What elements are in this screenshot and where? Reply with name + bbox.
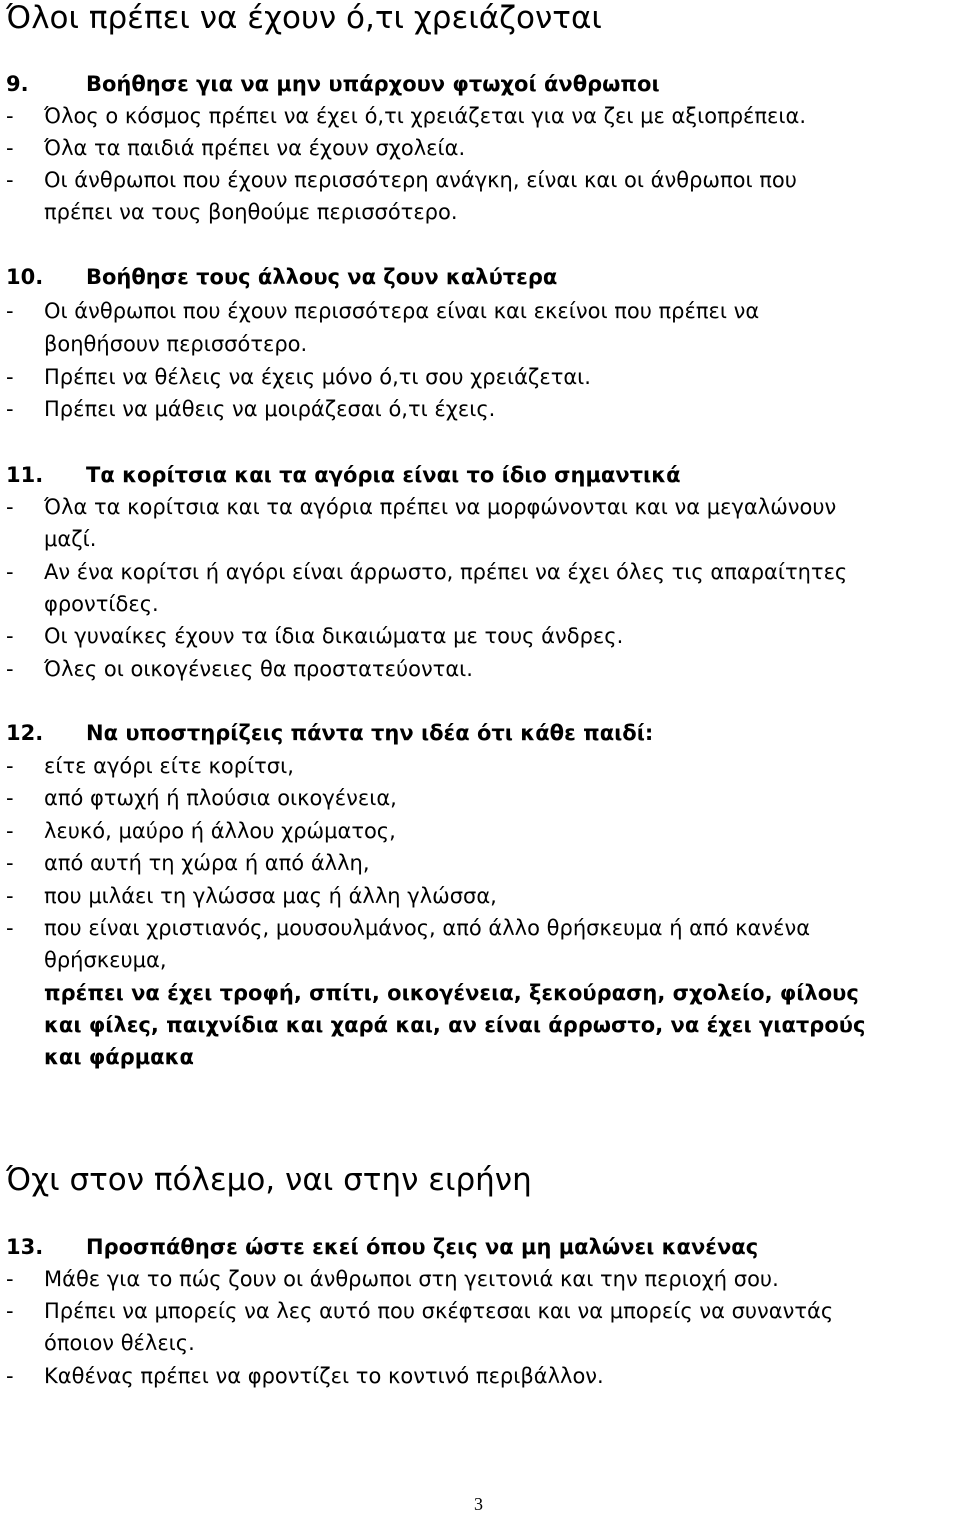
bullet-dash: - (6, 916, 14, 940)
section-11-item-continued: φροντίδες. (44, 592, 159, 616)
section-12-item: λευκό, μαύρο ή άλλου χρώματος, (44, 819, 396, 843)
section-9-item-continued: πρέπει να τους βοηθούμε περισσότερο. (44, 200, 458, 224)
section-10-item-continued: βοηθήσουν περισσότερο. (44, 332, 308, 356)
section-13-item: Καθένας πρέπει να φροντίζει το κοντινό περιβάλλον. (44, 1364, 604, 1388)
section-11-item: Οι γυναίκες έχουν τα ίδια δικαιώματα με τους άνδρες. (44, 624, 624, 648)
bullet-dash: - (6, 560, 14, 584)
bullet-dash: - (6, 786, 14, 810)
section-11-item: Όλα τα κορίτσια και τα αγόρια πρέπει να μορφώνονται και να μεγαλώνουν (44, 495, 837, 519)
section-11-item: Αν ένα κορίτσι ή αγόρι είναι άρρωστο, πρέπει να έχει όλες τις απαραίτητες (44, 560, 848, 584)
section-13-title: Προσπάθησε ώστε εκεί όπου ζεις να μη μαλώνει κανένας (86, 1235, 759, 1259)
section-11-number: 11. (6, 463, 44, 487)
section-12-conclusion: και φάρμακα (44, 1045, 194, 1069)
page-number: 3 (474, 1494, 483, 1514)
section-9-number: 9. (6, 72, 29, 96)
bullet-dash: - (6, 299, 14, 323)
section-12-item: είτε αγόρι είτε κορίτσι, (44, 754, 294, 778)
bullet-dash: - (6, 397, 14, 421)
section-12-item-continued: θρήσκευμα, (44, 948, 167, 972)
section-13-item-continued: όποιον θέλεις. (44, 1331, 195, 1355)
bullet-dash: - (6, 884, 14, 908)
section-9-item: Οι άνθρωποι που έχουν περισσότερη ανάγκη, είναι και οι άνθρωποι που (44, 168, 797, 192)
section-13-item: Πρέπει να μπορείς να λες αυτό που σκέφτεσαι και να μπορείς να συναντάς (44, 1299, 834, 1323)
bullet-dash: - (6, 1364, 14, 1388)
bullet-dash: - (6, 819, 14, 843)
section-12-item: που είναι χριστιανός, μουσουλμάνος, από άλλο θρήσκευμα ή από κανένα (44, 916, 811, 940)
section-11-title: Τα κορίτσια και τα αγόρια είναι το ίδιο σημαντικά (86, 463, 681, 487)
bullet-dash: - (6, 495, 14, 519)
section-12-title: Να υποστηρίζεις πάντα την ιδέα ότι κάθε παιδί: (86, 721, 654, 745)
section-9-item: Όλα τα παιδιά πρέπει να έχουν σχολεία. (44, 136, 466, 160)
page-heading-peace: Όχι στον πόλεμο, ναι στην ειρήνη (6, 1162, 532, 1198)
page-heading-needs: Όλοι πρέπει να έχουν ό,τι χρειάζονται (6, 0, 602, 36)
section-11-item-continued: μαζί. (44, 527, 97, 551)
section-12-number: 12. (6, 721, 44, 745)
bullet-dash: - (6, 1299, 14, 1323)
section-13-number: 13. (6, 1235, 44, 1259)
section-12-item: από φτωχή ή πλούσια οικογένεια, (44, 786, 397, 810)
bullet-dash: - (6, 624, 14, 648)
section-13-item: Μάθε για το πώς ζουν οι άνθρωποι στη γειτονιά και την περιοχή σου. (44, 1267, 779, 1291)
bullet-dash: - (6, 754, 14, 778)
section-10-title: Βοήθησε τους άλλους να ζουν καλύτερα (86, 265, 558, 289)
section-10-item: Πρέπει να θέλεις να έχεις μόνο ό,τι σου χρειάζεται. (44, 365, 591, 389)
section-10-item: Πρέπει να μάθεις να μοιράζεσαι ό,τι έχεις. (44, 397, 496, 421)
bullet-dash: - (6, 168, 14, 192)
section-12-conclusion: πρέπει να έχει τροφή, σπίτι, οικογένεια, ξεκούραση, σχολείο, φίλους (44, 981, 859, 1005)
section-12-item: που μιλάει τη γλώσσα μας ή άλλη γλώσσα, (44, 884, 497, 908)
bullet-dash: - (6, 657, 14, 681)
bullet-dash: - (6, 136, 14, 160)
section-9-title: Βοήθησε για να μην υπάρχουν φτωχοί άνθρωποι (86, 72, 660, 96)
section-12-conclusion: και φίλες, παιχνίδια και χαρά και, αν είναι άρρωστο, να έχει γιατρούς (44, 1013, 866, 1037)
bullet-dash: - (6, 365, 14, 389)
section-11-item: Όλες οι οικογένειες θα προστατεύονται. (44, 657, 473, 681)
bullet-dash: - (6, 851, 14, 875)
section-9-item: Όλος ο κόσμος πρέπει να έχει ό,τι χρειάζεται για να ζει με αξιοπρέπεια. (44, 104, 807, 128)
section-12-item: από αυτή τη χώρα ή από άλλη, (44, 851, 370, 875)
section-10-item: Οι άνθρωποι που έχουν περισσότερα είναι και εκείνοι που πρέπει να (44, 299, 760, 323)
bullet-dash: - (6, 104, 14, 128)
section-10-number: 10. (6, 265, 44, 289)
bullet-dash: - (6, 1267, 14, 1291)
